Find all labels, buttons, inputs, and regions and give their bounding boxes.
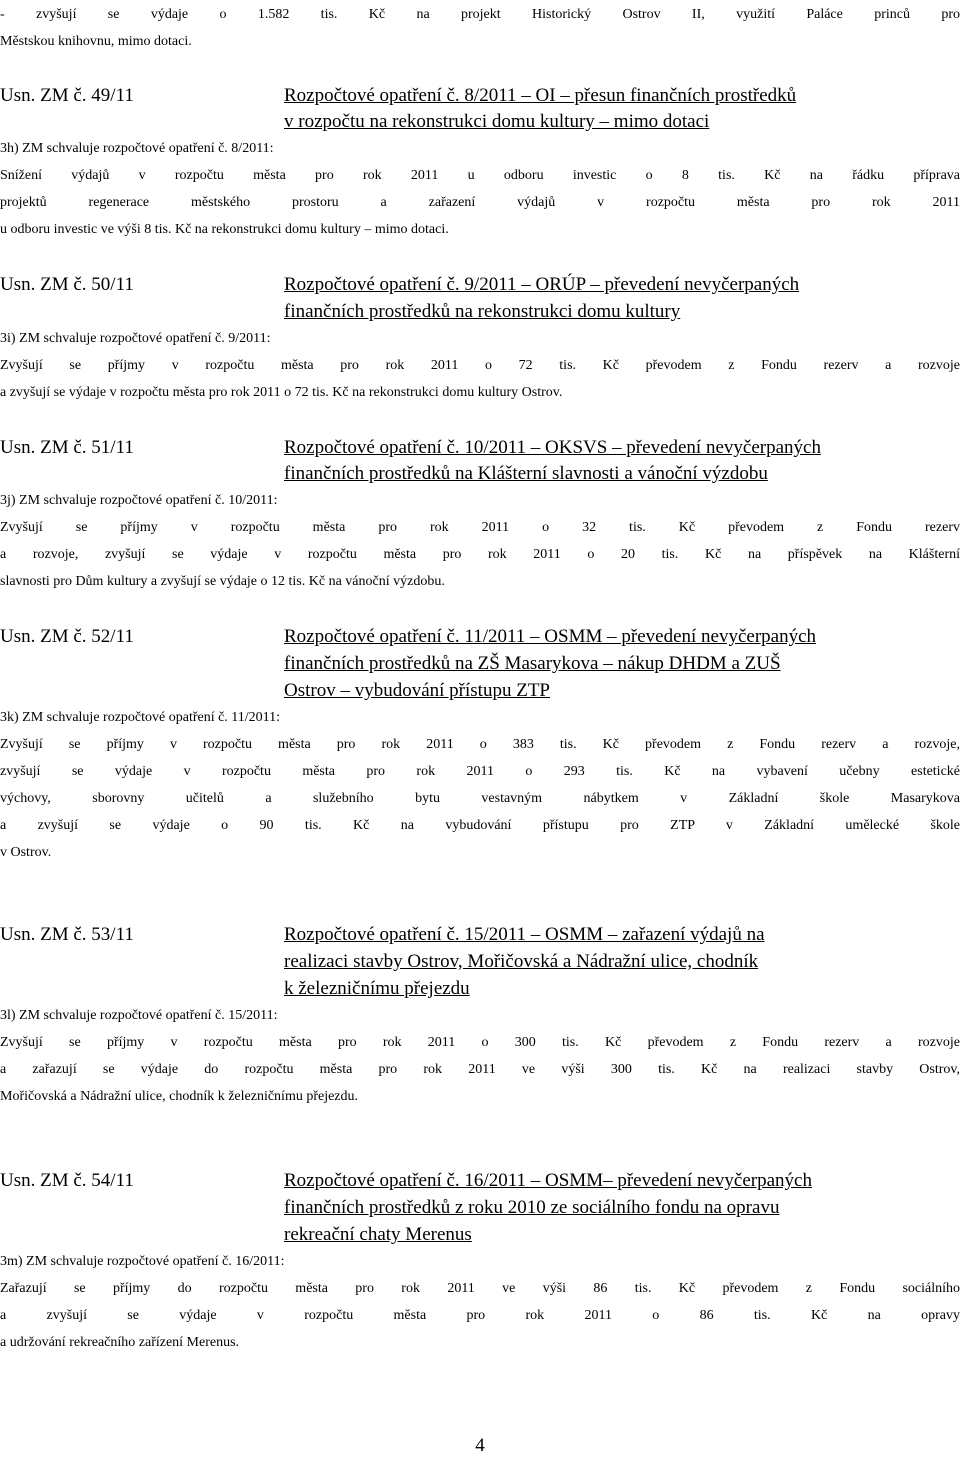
body-line: Zvyšují se příjmy v rozpočtu města pro rok 2011 o 72 tis. Kč převodem z Fondu rezerv a rozvoje (0, 358, 960, 373)
body-line: a zvyšují se výdaje o 90 tis. Kč na vybudování přístupu pro ZTP v Základní umělecké škole (0, 818, 960, 833)
body-line: slavnosti pro Dům kultury a zvyšují se výdaje o 12 tis. Kč na vánoční výzdobu. (0, 574, 445, 589)
approval-heading: 3k) ZM schvaluje rozpočtové opatření č. 11/2011: (0, 710, 281, 725)
page-number: 4 (475, 1435, 485, 1456)
resolution-title: rekreační chaty Merenus (284, 1224, 472, 1245)
approval-heading: 3m) ZM schvaluje rozpočtové opatření č. 16/2011: (0, 1254, 285, 1269)
body-line: a zařazují se výdaje do rozpočtu města pro rok 2011 ve výši 300 tis. Kč na realizaci stavby Ostrov, (0, 1062, 960, 1077)
body-line: a zvyšují se výdaje v rozpočtu města pro rok 2011 o 72 tis. Kč na rekonstrukci domu kultury Ostrov. (0, 385, 563, 400)
resolution-title: v rozpočtu na rekonstrukci domu kultury – mimo dotaci (284, 111, 710, 132)
resolution-number: Usn. ZM č. 51/11 (0, 437, 134, 458)
resolution-number: Usn. ZM č. 52/11 (0, 626, 134, 647)
resolution-title: Rozpočtové opatření č. 9/2011 – ORÚP – převedení nevyčerpaných (284, 274, 800, 295)
resolution-title: realizaci stavby Ostrov, Mořičovská a Nádražní ulice, chodník (284, 951, 759, 972)
resolution-title: Rozpočtové opatření č. 10/2011 – OKSVS – převedení nevyčerpaných (284, 437, 821, 458)
resolution-title: Rozpočtové opatření č. 15/2011 – OSMM – zařazení výdajů na (284, 924, 765, 945)
resolution-number: Usn. ZM č. 49/11 (0, 85, 134, 106)
resolution-title: finančních prostředků na ZŠ Masarykova – nákup DHDM a ZUŠ (284, 653, 781, 674)
body-line: Zařazují se příjmy do rozpočtu města pro rok 2011 ve výši 86 tis. Kč převodem z Fondu sociálního (0, 1281, 960, 1296)
body-line: a udržování rekreačního zařízení Merenus. (0, 1335, 240, 1350)
resolution-title: finančních prostředků na rekonstrukci domu kultury (284, 301, 681, 322)
approval-heading: 3l) ZM schvaluje rozpočtové opatření č. 15/2011: (0, 1008, 278, 1023)
resolution-title: Rozpočtové opatření č. 8/2011 – OI – přesun finančních prostředků (284, 85, 797, 106)
intro-line: - zvyšují se výdaje o 1.582 tis. Kč na projekt Historický Ostrov II, využití Paláce princů pro (0, 7, 960, 22)
body-line: Zvyšují se příjmy v rozpočtu města pro rok 2011 o 383 tis. Kč převodem z Fondu rezerv a rozvoje, (0, 737, 960, 752)
approval-heading: 3i) ZM schvaluje rozpočtové opatření č. 9/2011: (0, 331, 271, 346)
intro-line: Městskou knihovnu, mimo dotaci. (0, 34, 192, 49)
body-line: zvyšují se výdaje v rozpočtu města pro rok 2011 o 293 tis. Kč na vybavení učebny estetické (0, 764, 960, 779)
resolution-number: Usn. ZM č. 53/11 (0, 924, 134, 945)
body-line: Mořičovská a Nádražní ulice, chodník k železničnímu přejezdu. (0, 1089, 359, 1104)
body-line: výchovy, sborovny učitelů a služebního bytu vestavným nábytkem v Základní škole Masarykova (0, 791, 960, 806)
resolution-title: Ostrov – vybudování přístupu ZTP (284, 680, 550, 701)
body-line: v Ostrov. (0, 845, 52, 860)
resolution-title: Rozpočtové opatření č. 11/2011 – OSMM – převedení nevyčerpaných (284, 626, 817, 647)
approval-heading: 3j) ZM schvaluje rozpočtové opatření č. 10/2011: (0, 493, 278, 508)
body-line: Snížení výdajů v rozpočtu města pro rok 2011 u odboru investic o 8 tis. Kč na řádku příprava (0, 168, 960, 183)
resolution-title: k železničnímu přejezdu (284, 978, 470, 999)
body-line: Zvyšují se příjmy v rozpočtu města pro rok 2011 o 300 tis. Kč převodem z Fondu rezerv a rozvoje (0, 1035, 960, 1050)
resolution-title: Rozpočtové opatření č. 16/2011 – OSMM– převedení nevyčerpaných (284, 1170, 812, 1191)
resolution-title: finančních prostředků z roku 2010 ze sociálního fondu na opravu (284, 1197, 780, 1218)
resolution-number: Usn. ZM č. 54/11 (0, 1170, 134, 1191)
body-line: projektů regenerace městského prostoru a zařazení výdajů v rozpočtu města pro rok 2011 (0, 195, 960, 210)
resolution-title: finančních prostředků na Klášterní slavnosti a vánoční výzdobu (284, 463, 768, 484)
body-line: a zvyšují se výdaje v rozpočtu města pro rok 2011 o 86 tis. Kč na opravy (0, 1308, 960, 1323)
body-line: u odboru investic ve výši 8 tis. Kč na rekonstrukci domu kultury – mimo dotaci. (0, 222, 449, 237)
body-line: Zvyšují se příjmy v rozpočtu města pro rok 2011 o 32 tis. Kč převodem z Fondu rezerv (0, 520, 960, 535)
body-line: a rozvoje, zvyšují se výdaje v rozpočtu města pro rok 2011 o 20 tis. Kč na příspěvek na Klášterní (0, 547, 960, 562)
resolution-number: Usn. ZM č. 50/11 (0, 274, 134, 295)
approval-heading: 3h) ZM schvaluje rozpočtové opatření č. 8/2011: (0, 141, 274, 156)
